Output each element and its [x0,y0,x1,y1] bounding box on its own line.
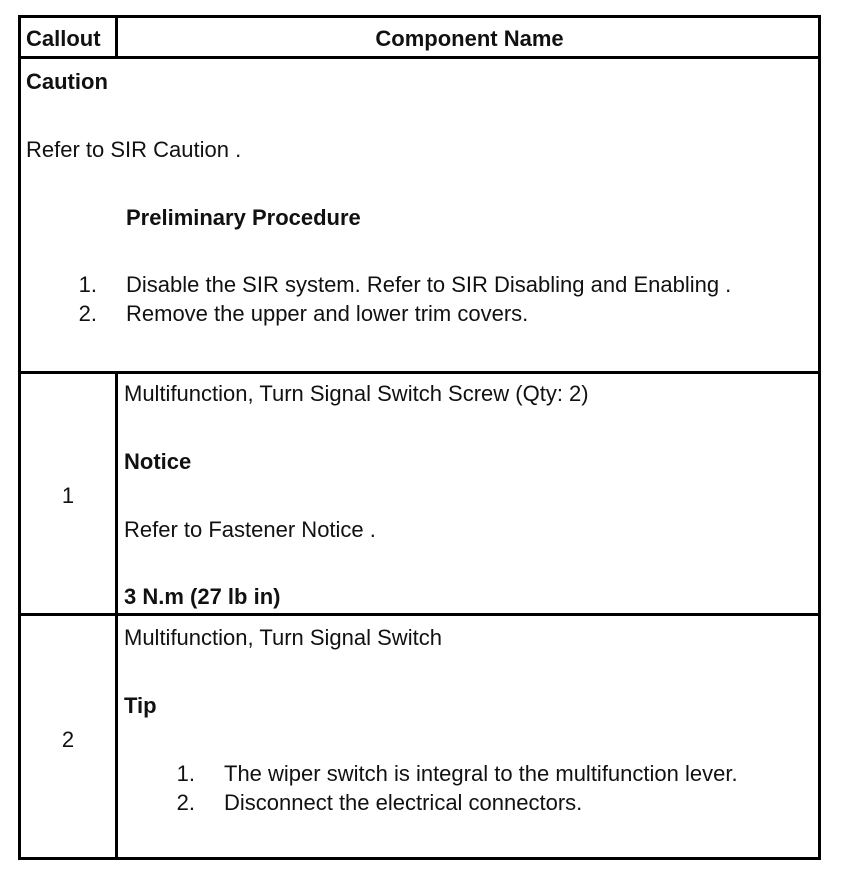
row-callout-number: 2 [61,727,75,752]
notice-text: Refer to Fastener Notice . [124,517,376,542]
row-component-name: Multifunction, Turn Signal Switch Screw (Qty: 2) [124,381,589,406]
torque-spec: 3 N.m (27 lb in) [124,584,281,609]
tip-heading: Tip [124,693,157,718]
preliminary-step-text: Disable the SIR system. Refer to SIR Disabling and Enabling . [126,272,732,297]
caution-divider [21,371,818,374]
preliminary-step-number: 2. [78,301,97,326]
row-divider [21,613,818,616]
header-callout: Callout [26,26,101,51]
notice-heading: Notice [124,449,192,474]
caution-refer-text: Refer to SIR Caution . [26,137,242,162]
preliminary-step-text: Remove the upper and lower trim covers. [126,301,529,326]
preliminary-step-number: 1. [78,272,97,297]
tip-step-number: 1. [176,761,195,786]
tip-step-text: Disconnect the electrical connectors. [224,790,583,815]
row-component-name: Multifunction, Turn Signal Switch [124,625,442,650]
tip-step-text: The wiper switch is integral to the multifunction lever. [224,761,738,786]
header-component-name: Component Name [375,26,564,51]
header-divider [21,56,818,59]
row-callout-number: 1 [61,483,75,508]
caution-heading: Caution [26,69,108,94]
preliminary-procedure-heading: Preliminary Procedure [126,205,361,230]
tip-step-number: 2. [176,790,195,815]
component-table [18,15,821,860]
